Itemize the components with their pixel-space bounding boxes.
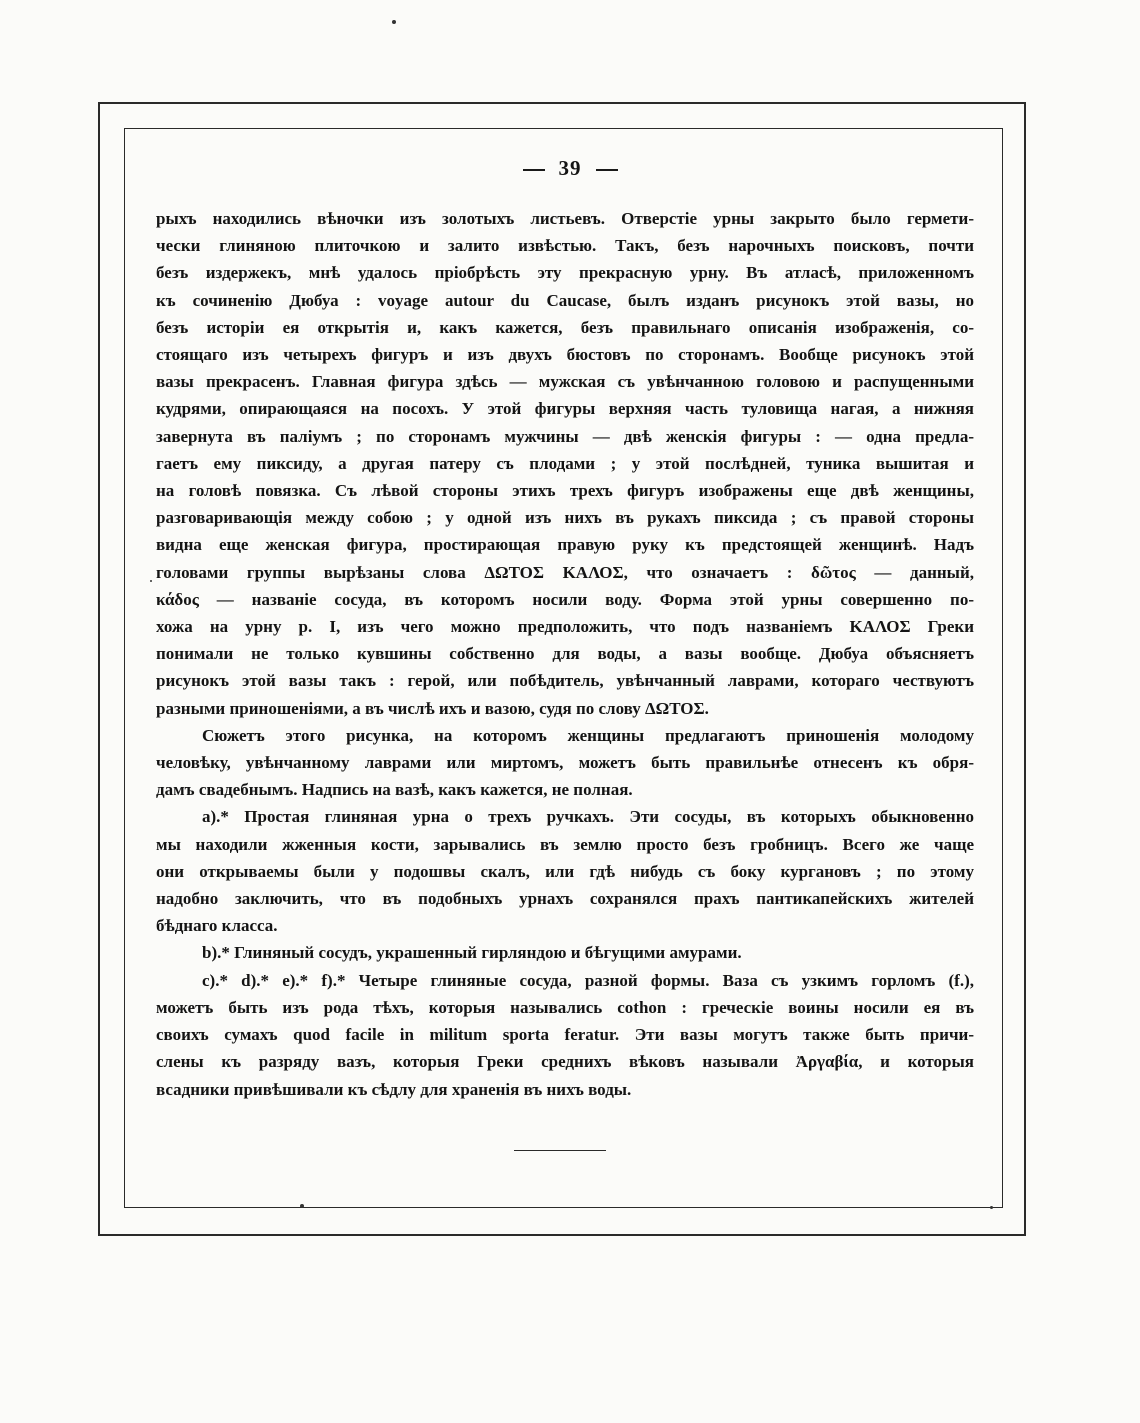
- text-line: разговаривающія между собою ; у одной изъ нихъ въ рукахъ пиксида ; съ правой стороны: [156, 508, 974, 528]
- text-line: бѣднаго класса.: [156, 916, 278, 936]
- text-line: своихъ сумахъ quod facile in militum sporta feratur. Эти вазы могутъ также быть причи-: [156, 1025, 974, 1045]
- paragraph-3: [156, 803, 974, 939]
- text-line: на головѣ повязка. Съ лѣвой стороны этихъ трехъ фигуръ изображены еще двѣ женщины,: [156, 481, 974, 501]
- paragraph-4: [156, 939, 974, 966]
- text-line: мы находили жженныя кости, зарывались въ землю просто безъ гробницъ. Всего же чаще: [156, 834, 974, 854]
- text-line: рыхъ находились вѣночки изъ золотыхъ листьевъ. Отверстіе урны закрыто было гермети-: [156, 209, 974, 228]
- body-text: [156, 205, 974, 1103]
- left-dash: [523, 169, 545, 171]
- text-line: кудрями, опирающаяся на посохъ. У этой фигуры верхняя часть туловища нагая, а нижняя: [156, 399, 974, 419]
- text-line: гаетъ ему пиксиду, а другая патеру съ плодами ; у этой послѣдней, туника вышитая и: [156, 453, 974, 473]
- text-line: человѣку, увѣнчанному лаврами или миртомъ, можетъ быть правильнѣе отнесенъ къ обря-: [156, 753, 974, 773]
- text-line: безъ издержекъ, мнѣ удалось пріобрѣсть эту прекрасную урну. Въ атласѣ, приложенномъ: [156, 263, 974, 283]
- text-line: завернута въ паліумъ ; по сторонамъ мужчины — двѣ женскія фигуры : — одна предла-: [156, 426, 974, 446]
- text-line: видна еще женская фигура, простирающая правую руку къ предстоящей женщинѣ. Надъ: [156, 535, 974, 555]
- text-line: вазы прекрасенъ. Главная фигура здѣсь — мужская съ увѣнчанною головою и распущенными: [156, 372, 974, 392]
- text-line: рисунокъ этой вазы такъ : герой, или побѣдитель, увѣнчанный лаврами, котораго чествуютъ: [156, 671, 974, 691]
- page-number: 39: [558, 156, 582, 180]
- text-line: головами группы вырѣзаны слова ΔΩΤΟΣ ΚΑΛΟΣ, что означаетъ : δῶτος — данный,: [156, 562, 974, 582]
- print-speck: [392, 20, 396, 24]
- text-line: дамъ свадебнымъ. Надпись на вазѣ, какъ кажется, не полная.: [156, 780, 633, 800]
- right-dash: [596, 169, 618, 171]
- text-line: къ сочиненію Дюбуа : voyage autour du Caucase, былъ изданъ рисунокъ этой вазы, но: [156, 290, 974, 310]
- print-speck: [300, 1204, 304, 1208]
- text-line: b).* Глиняный сосудъ, украшенный гирляндою и бѣгущими амурами.: [202, 943, 742, 963]
- text-line: разными приношеніями, а въ числѣ ихъ и вазою, судя по слову ΔΩΤΟΣ.: [156, 698, 709, 718]
- text-line: стоящаго изъ четырехъ фигуръ и изъ двухъ бюстовъ по сторонамъ. Вообще рисунокъ этой: [156, 345, 974, 365]
- text-line: c).* d).* e).* f).* Четыре глиняные сосуда, разной формы. Ваза съ узкимъ горломъ (f.),: [202, 970, 974, 990]
- text-line: Сюжетъ этого рисунка, на которомъ женщины предлагаютъ приношенія молодому: [202, 725, 974, 745]
- print-speck: [150, 580, 152, 582]
- text-line: а).* Простая глиняная урна о трехъ ручкахъ. Эти сосуды, въ которыхъ обыкновенно: [202, 807, 974, 827]
- paragraph-5: [156, 967, 974, 1103]
- text-line: надобно заключить, что въ подобныхъ урнахъ сохранялся прахъ пантикапейскихъ жителей: [156, 889, 974, 909]
- text-line: всадники привѣшивали къ сѣдлу для храненія въ нихъ воды.: [156, 1079, 632, 1099]
- text-line: они открываемы были у подошвы скалъ, или гдѣ нибудь съ боку кургановъ ; по этому: [156, 861, 974, 881]
- print-speck: [990, 1206, 993, 1209]
- paragraph-1: [156, 205, 974, 722]
- end-rule: [514, 1150, 606, 1151]
- paragraph-2: [156, 722, 974, 804]
- text-line: хожа на урну р. I, изъ чего можно предположить, что подъ названіемъ ΚΑΛΟΣ Греки: [156, 617, 974, 637]
- text-line: чески глиняною плиточкою и залито извѣстью. Такъ, безъ нарочныхъ поисковъ, почти: [156, 236, 974, 256]
- text-line: можетъ быть изъ рода тѣхъ, которыя назывались cothon : греческіе воины носили ея въ: [156, 997, 974, 1017]
- text-line: понимали не только кувшины собственно для воды, а вазы вообще. Дюбуа объясняетъ: [156, 644, 974, 664]
- text-line: безъ исторіи ея открытія и, какъ кажется, безъ правильнаго описанія изображенія, со-: [156, 317, 974, 337]
- text-line: κάδος — названіе сосуда, въ которомъ носили воду. Форма этой урны совершенно по-: [156, 589, 974, 609]
- text-line: слены къ разряду вазъ, которыя Греки среднихъ вѣковъ называли Ἀργαβία, и которыя: [156, 1052, 974, 1072]
- page-number-header: [0, 156, 1140, 181]
